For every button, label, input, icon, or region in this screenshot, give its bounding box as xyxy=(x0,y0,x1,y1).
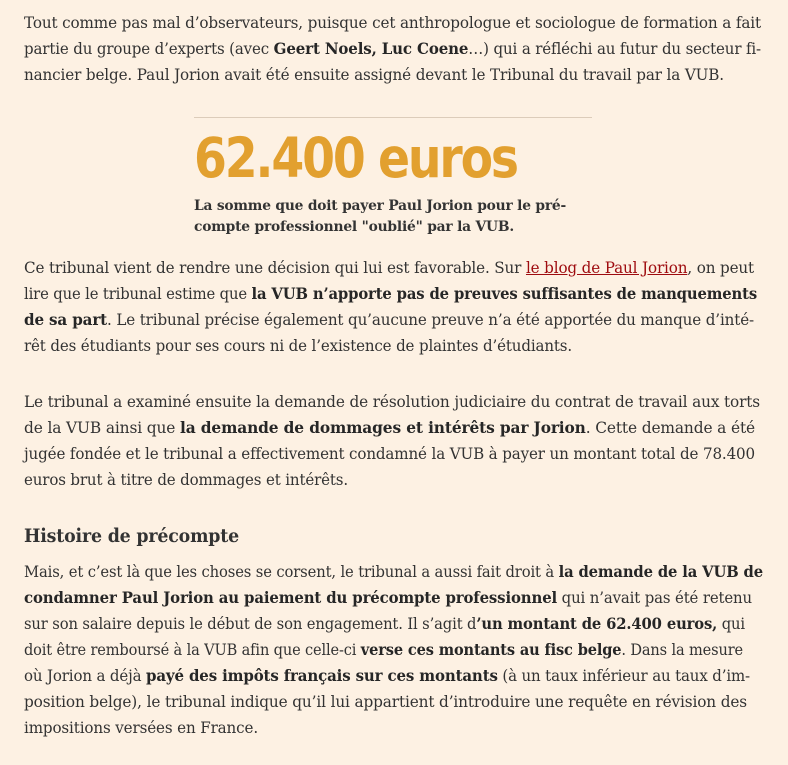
blog-link[interactable]: le blog de Paul Jorion xyxy=(525,258,688,277)
text-line: euros brut à titre de dommages et intérêts. xyxy=(24,470,348,489)
text-line: de la VUB ainsi que la demande de dommages et intérêts par Jorion. Cette demande a été xyxy=(24,418,755,437)
text-line: impositions versées en France. xyxy=(24,718,258,737)
paragraph-precompte xyxy=(24,559,788,741)
text-line: rêt des étudiants pour ses cours ni de l’existence de plaintes d’étudiants. xyxy=(24,336,572,355)
text-line: lire que le tribunal estime que la VUB n’apporte pas de preuves suffisantes de manquements xyxy=(24,284,758,303)
paragraph-damages xyxy=(24,389,788,493)
text-line: nancier belge. Paul Jorion avait été ensuite assigné devant le Tribunal du travail par la VUB. xyxy=(24,65,724,84)
text-line: Ce tribunal vient de rendre une décision qui lui est favorable. Sur le blog de Paul Jorion, on peut xyxy=(24,258,754,277)
text-line: condamner Paul Jorion au paiement du précompte professionnel qui n’avait pas été retenu xyxy=(24,588,752,607)
text-line: position belge), le tribunal indique qu’il lui appartient d’introduire une requête en révision des xyxy=(24,692,747,711)
text-line: doit être remboursé à la VUB afin que celle-ci verse ces montants au fisc belge. Dans la mesure xyxy=(24,640,743,659)
caption-line: La somme que doit payer Paul Jorion pour le pré- xyxy=(194,198,566,214)
text-line: jugée fondée et le tribunal a effectivement condamné la VUB à payer un montant total de 78.400 xyxy=(24,444,755,463)
paragraph-intro xyxy=(24,10,788,88)
text-line: partie du groupe d’experts (avec Geert Noels, Luc Coene…) qui a réfléchi au futur du secteur fi- xyxy=(24,39,761,58)
text-line: Tout comme pas mal d’observateurs, puisque cet anthropologue et sociologue de formation a fait xyxy=(24,13,761,32)
text-line: où Jorion a déjà payé des impôts français sur ces montants (à un taux inférieur au taux d’im- xyxy=(24,666,750,685)
paragraph-decision xyxy=(24,255,788,359)
caption-line: compte professionnel "oublié" par la VUB. xyxy=(194,219,514,235)
bold-names: Geert Noels, Luc Coene xyxy=(273,39,469,58)
section-heading: Histoire de précompte xyxy=(24,525,239,547)
text-line: Mais, et c’est là que les choses se corsent, le tribunal a aussi fait droit à la demande de la VUB de xyxy=(24,562,763,581)
pull-quote-amount: 62.400 euros xyxy=(194,126,517,190)
text-line: de sa part. Le tribunal précise également qu’aucune preuve n’a été apportée du manque d’inté- xyxy=(24,310,755,329)
pull-quote-caption xyxy=(194,196,592,238)
pull-quote xyxy=(194,117,592,238)
text-line: Le tribunal a examiné ensuite la demande de résolution judiciaire du contrat de travail aux torts xyxy=(24,392,760,411)
text-line: sur son salaire depuis le début de son engagement. Il s’agit d’un montant de 62.400 euros, qui xyxy=(24,614,745,633)
